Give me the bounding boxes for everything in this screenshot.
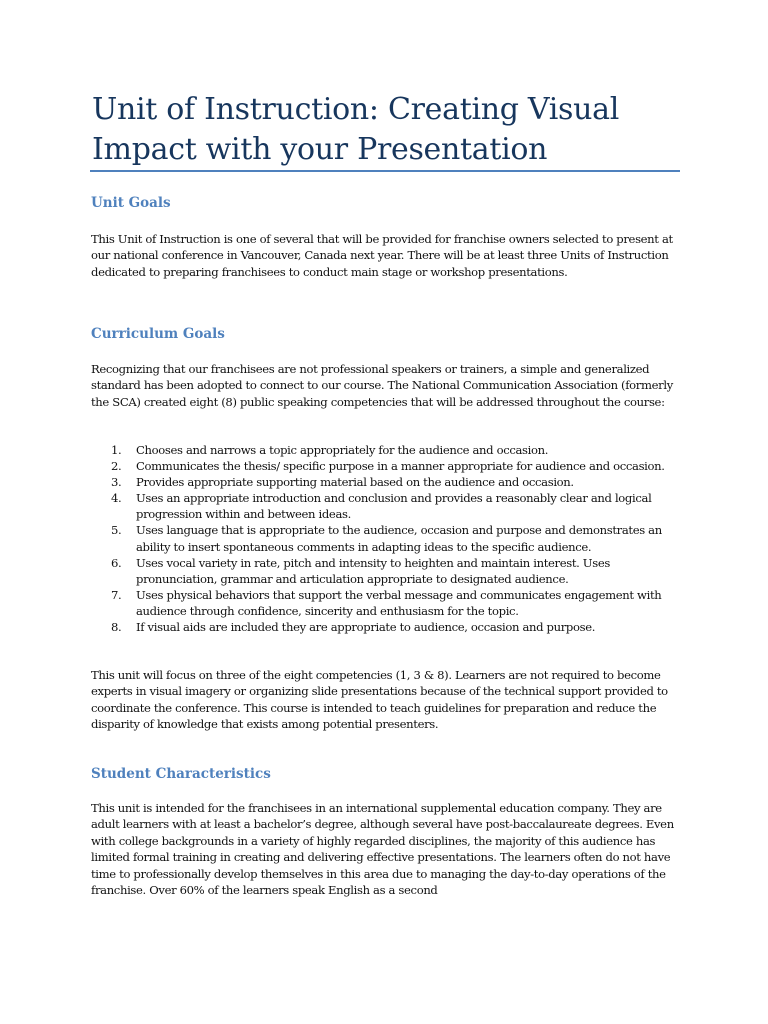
list-item xyxy=(91,555,691,587)
list-item-number: 4. xyxy=(111,491,122,506)
list-item xyxy=(91,490,691,522)
list-item-text: Chooses and narrows a topic appropriately for the audience and occasion. xyxy=(136,443,549,457)
list-item xyxy=(91,442,691,458)
list-item-number: 6. xyxy=(111,555,122,570)
list-item xyxy=(91,522,691,554)
list-item-number: 5. xyxy=(111,523,122,538)
list-item-text: Uses an appropriate introduction and conclusion and provides a reasonably clear and logical progression within and between ideas. xyxy=(136,491,652,522)
list-item-number: 7. xyxy=(111,587,122,602)
list-item-text: Uses language that is appropriate to the audience, occasion and purpose and demonstrates an ability to insert spontaneous comments in adapting ideas to the specific audience. xyxy=(136,523,662,554)
list-item-number: 1. xyxy=(111,443,122,457)
heading-curriculum-goals: Curriculum Goals xyxy=(91,326,225,342)
paragraph-student-characteristics: This unit is intended for the franchisees in an international supplemental education company. They are adult learners with at least a bachelor’s degree, although several have post-baccalaureate degrees. Even with college backgrounds in a variety of highly regarded disciplines, the majority of this audience has limited formal training in creating and delivering effective presentations. The learners often do not have time to professionally develop themselves in this area due to managing the day-to-day operations of the franchise. Over 60% of the learners speak English as a second xyxy=(91,801,674,898)
paragraph-curriculum-intro: Recognizing that our franchisees are not professional speakers or trainers, a simple and generalized standard has been adopted to connect to our course. The National Communication Association (formerly the SCA) created eight (8) public speaking competencies that will be addressed throughout the course: xyxy=(91,362,673,409)
list-item xyxy=(91,474,691,490)
document-title xyxy=(92,90,692,170)
paragraph-unit-goals: This Unit of Instruction is one of several that will be provided for franchise owners selected to present at our national conference in Vancouver, Canada next year. There will be at least three Units of Instruction dedicated to preparing franchisees to conduct main stage or workshop presentations. xyxy=(91,232,673,279)
list-item xyxy=(91,619,691,635)
list-item-text: Provides appropriate supporting material based on the audience and occasion. xyxy=(136,475,574,490)
competencies-list xyxy=(91,442,691,635)
document-title-line-1: Unit of Instruction: Creating Visual xyxy=(92,92,620,127)
list-item-text: If visual aids are included they are appropriate to audience, occasion and purpose. xyxy=(136,620,596,635)
heading-unit-goals: Unit Goals xyxy=(91,195,171,211)
list-item xyxy=(91,587,691,619)
heading-student-characteristics: Student Characteristics xyxy=(91,766,271,782)
list-item-text: Uses vocal variety in rate, pitch and intensity to heighten and maintain interest. Uses pronunciation, grammar and articulation appropriate to designated audience. xyxy=(136,555,610,586)
document-title-line-2: Impact with your Presentation xyxy=(92,132,548,167)
list-item-text: Communicates the thesis/ specific purpose in a manner appropriate for audience and occasion. xyxy=(136,459,665,474)
list-item-number: 8. xyxy=(111,620,122,635)
list-item-number: 3. xyxy=(111,475,122,490)
list-item-text: Uses physical behaviors that support the verbal message and communicates engagement with audience through confidence, sincerity and enthusiasm for the topic. xyxy=(136,587,662,618)
paragraph-curriculum-closing: This unit will focus on three of the eight competencies (1, 3 & 8). Learners are not required to become experts in visual imagery or organizing slide presentations because of the technical support provided to coordinate the conference. This course is intended to teach guidelines for preparation and reduce the disparity of knowledge that exists among potential presenters. xyxy=(91,668,668,732)
title-underline-rule xyxy=(90,170,680,172)
list-item-number: 2. xyxy=(111,459,122,474)
list-item xyxy=(91,458,691,474)
